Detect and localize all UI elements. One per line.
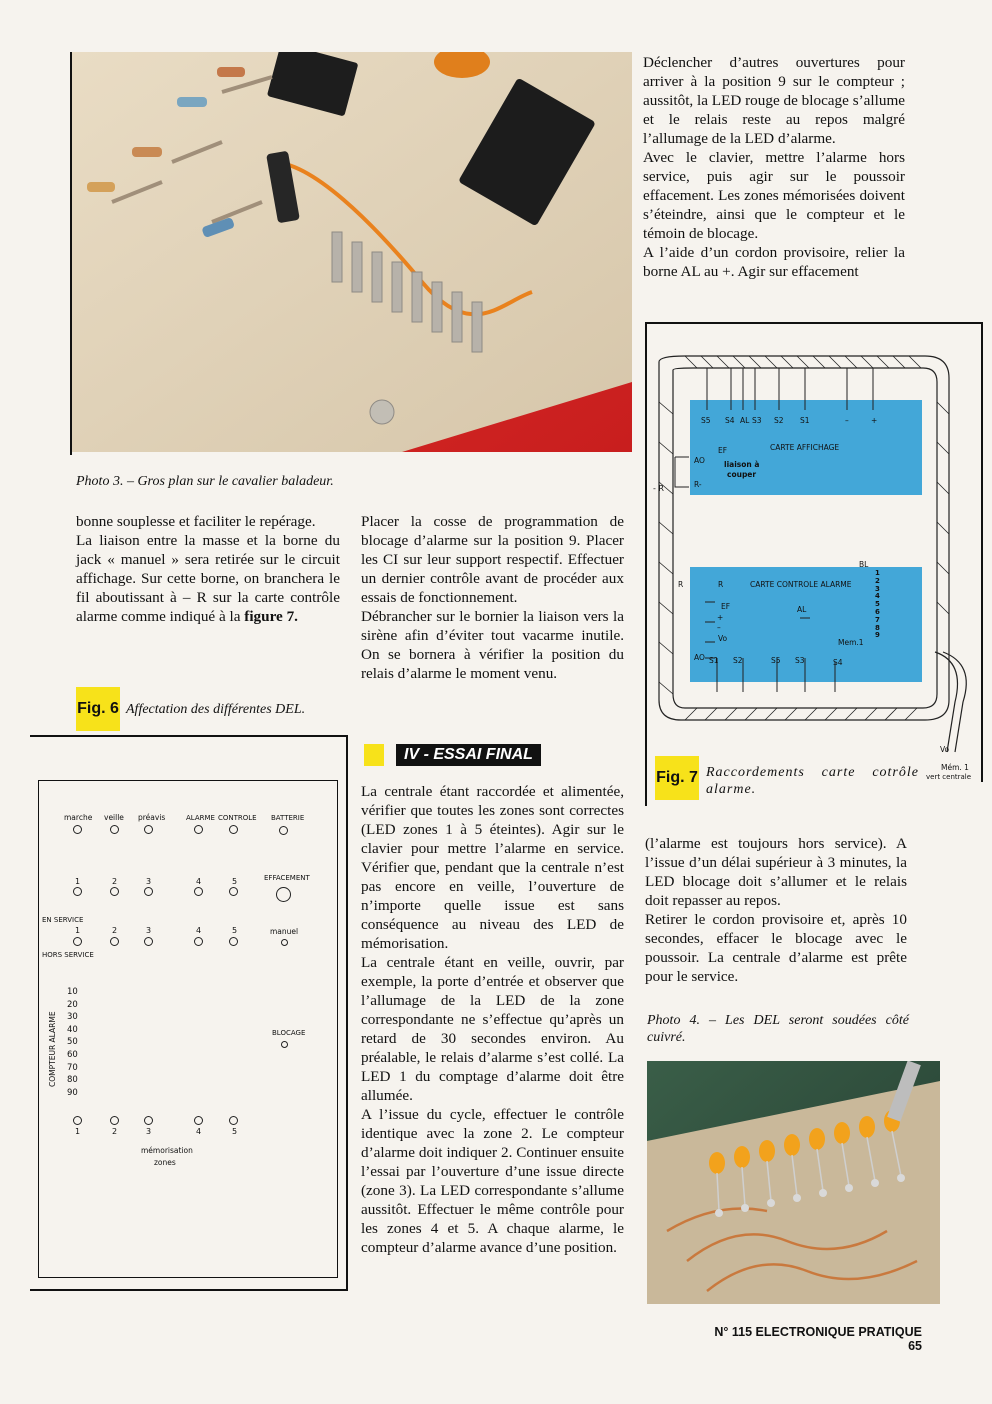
led-memorisation: [194, 1116, 203, 1125]
led-memorisation: [110, 1116, 119, 1125]
led-blocage: [281, 1041, 288, 1048]
column-2-text-bottom: [361, 782, 624, 1257]
led-zone: [110, 887, 119, 896]
led-preavis: [144, 825, 153, 834]
label-manuel: manuel: [270, 927, 299, 936]
label-marche: marche: [64, 813, 93, 822]
led-memorisation: [229, 1116, 238, 1125]
counter-value: 50: [67, 1037, 78, 1048]
al-label: AL: [797, 605, 807, 614]
photo-3-caption: Photo 3. – Gros plan sur le cavalier baladeur.: [76, 474, 334, 489]
right-top-text: [643, 53, 905, 281]
top-term: S3: [752, 416, 762, 425]
led-manuel: [281, 939, 288, 946]
carte-controle-label: CARTE CONTROLE ALARME: [750, 580, 852, 589]
led-batterie: [279, 826, 288, 835]
label-batterie: BATTERIE: [271, 814, 305, 822]
label-controle: CONTROLE: [218, 814, 257, 822]
led-veille: [110, 825, 119, 834]
photo-4-caption: Photo 4. – Les DEL seront soudées côté cuivré.: [647, 1013, 909, 1045]
figure-6: [30, 735, 348, 1293]
bl-number: 7: [875, 615, 880, 624]
led-zone: [110, 937, 119, 946]
ao-label-2: AO: [694, 653, 705, 662]
paragraph: (l’alarme est toujours hors service). A l’issue d’un délai supérieur à 3 minutes, la LED blocage doit s’allumer et le relais doit repasser au repos.: [645, 835, 907, 909]
label-compteur-alarme: COMPTEUR ALARME: [48, 1011, 57, 1087]
label-en-service: EN SERVICE: [42, 916, 84, 924]
counter-value: 60: [67, 1049, 78, 1060]
r-minus-label: R-: [694, 480, 702, 489]
heading-marker: [364, 744, 384, 766]
top-term: S5: [701, 416, 711, 425]
row2-num: 3: [146, 877, 152, 886]
ef-label: EF: [718, 446, 728, 455]
counter-value: 90: [67, 1087, 78, 1098]
paragraph: Retirer le cordon provisoire et, après 10 secondes, effacer le blocage avec le poussoir. La centrale d’alarme est prête pour le service.: [645, 911, 907, 985]
label-blocage: BLOCAGE: [272, 1029, 306, 1037]
fig6-tag: Fig. 6: [76, 687, 120, 731]
bl-number: 4: [875, 592, 880, 601]
figure-ref: figure 7.: [244, 608, 298, 625]
bl-number: 3: [875, 584, 880, 593]
label-preavis: préavis: [138, 813, 166, 822]
heading-text: IV - ESSAI FINAL: [396, 744, 541, 766]
label-hors-service: HORS SERVICE: [42, 951, 94, 959]
r-label: R: [678, 580, 684, 589]
paragraph: A l’aide d’un cordon provisoire, relier la borne AL au +. Agir sur effacement: [643, 244, 905, 280]
photo-4: [647, 1061, 940, 1304]
label-effacement: EFFACEMENT: [264, 874, 310, 882]
couper-label: couper: [727, 470, 757, 479]
figure-7: [645, 322, 983, 806]
paragraph: Avec le clavier, mettre l’alarme hors service, puis agir sur le poussoir effacement. Les zones mémorisées doivent s’éteindre, ainsi que le compteur et le témoin de blocage.: [643, 149, 905, 242]
led-memorisation: [73, 1116, 82, 1125]
mem-num: 2: [112, 1127, 118, 1136]
row3-num: 1: [75, 926, 81, 935]
bl-label: BL: [859, 560, 869, 569]
mem-num: 1: [75, 1127, 81, 1136]
led-zone: [194, 937, 203, 946]
row3-num: 4: [196, 926, 202, 935]
fig7-tag: Fig. 7: [655, 756, 699, 800]
paragraph: La centrale étant en veille, ouvrir, par exemple, la porte d’entrée et observer que l’allumage de la LED de la zone correspondante ne s’effectue qu’après un retard de 30 secondes environ. Au préalable, le relais d’alarme s’est collé. La LED 1 du comptage d’alarme doit être allumée.: [361, 954, 624, 1104]
top-term: S1: [800, 416, 810, 425]
counter-value: 80: [67, 1075, 78, 1086]
led-zone: [229, 887, 238, 896]
bl-number: 9: [875, 631, 880, 640]
counter-value: 70: [67, 1062, 78, 1073]
minus-label: –: [717, 623, 721, 632]
mem1-label: Mem.1: [838, 638, 864, 647]
row3-num: 3: [146, 926, 152, 935]
paragraph: Débrancher sur le bornier la liaison vers la sirène afin d’éviter tout vacarme inutile. On se bornera à vérifier la position du relais d’alarme le moment venu.: [361, 608, 624, 682]
label-zones: zones: [154, 1158, 176, 1167]
row2-num: 5: [232, 877, 238, 886]
r-label-inner: R: [718, 580, 724, 589]
bottom-term: S4: [833, 658, 843, 667]
counter-value: 40: [67, 1024, 78, 1035]
counter-values: [67, 986, 78, 1099]
carte-affichage-label: CARTE AFFICHAGE: [770, 443, 840, 452]
mem-num: 4: [196, 1127, 202, 1136]
top-term: S4: [725, 416, 735, 425]
bottom-term: S3: [795, 656, 805, 665]
counter-value: 30: [67, 1012, 78, 1023]
column-2-text-top: [361, 512, 624, 683]
led-zone: [194, 887, 203, 896]
minus-r-label: - R: [653, 484, 664, 493]
fig7-caption: Raccordements carte cotrôle alarme.: [706, 765, 919, 797]
label-memorisation: mémorisation: [141, 1146, 193, 1155]
ef-label-2: EF: [721, 602, 731, 611]
led-alarme: [194, 825, 203, 834]
label-veille: veille: [104, 813, 124, 822]
fig7-labels: [645, 322, 983, 806]
fig6-caption: Affectation des différentes DEL.: [126, 702, 306, 717]
bottom-term: S5: [771, 656, 781, 665]
row2-num: 1: [75, 877, 81, 886]
mem-num: 5: [232, 1127, 238, 1136]
paragraph: Placer la cosse de programmation de blocage d’alarme sur la position 9. Placer les CI sur leur support respectif. Effectuer un dernier contrôle avant de procéder aux essais de fonctionnement.: [361, 513, 624, 606]
led-zone: [144, 887, 153, 896]
paragraph-text: La liaison entre la masse et la borne du jack « manuel » sera retirée sur le circuit affichage. Sur cette borne, on branchera le fil aboutissant à – R sur la carte contrôle alarme comme indiqué à la: [76, 532, 340, 625]
top-term: AL: [740, 416, 750, 425]
led-zone: [229, 937, 238, 946]
plus-label: +: [717, 613, 724, 622]
vert-label: vert centrale: [926, 773, 972, 781]
mem-out-label: Mém. 1: [941, 763, 969, 772]
photo-left-rule: [70, 52, 72, 455]
bl-number: 8: [875, 623, 880, 632]
paragraph: A l’issue du cycle, effectuer le contrôle identique avec la zone 2. Le compteur d’alarme doit indiquer 2. Continuer ensuite l’essai par l’ouverture d’une issue directe (zone 3). La LED correspondante s’allume aussitôt. Effectuer le même contrôle pour les zones 4 et 5. A chaque alarme, le compteur d’alarme avance d’une position.: [361, 1106, 624, 1256]
counter-value: 20: [67, 999, 78, 1010]
led-zone: [73, 937, 82, 946]
column-1-text: [76, 512, 340, 626]
bl-number: 5: [875, 600, 880, 609]
bl-number: 2: [875, 576, 880, 585]
led-marche: [73, 825, 82, 834]
liaison-label: liaison à: [724, 460, 760, 469]
paragraph: bonne souplesse et faciliter le repérage.: [76, 513, 316, 530]
led-zone: [144, 937, 153, 946]
page-footer: N° 115 ELECTRONIQUE PRATIQUE 65: [714, 1325, 922, 1353]
row2-num: 2: [112, 877, 118, 886]
effacement-button-icon: [276, 887, 291, 902]
counter-value: 10: [67, 987, 78, 997]
top-term: +: [871, 416, 878, 425]
row3-num: 2: [112, 926, 118, 935]
label-alarme: ALARME: [186, 814, 215, 822]
top-term: S2: [774, 416, 784, 425]
photo-3: [72, 52, 632, 452]
bl-numbers: [875, 570, 889, 640]
vo-label: Vo: [718, 634, 728, 643]
mem-num: 3: [146, 1127, 152, 1136]
row2-num: 4: [196, 877, 202, 886]
ao-label: AO: [694, 456, 705, 465]
column-3-text: [645, 834, 907, 986]
led-memorisation: [144, 1116, 153, 1125]
led-controle: [229, 825, 238, 834]
paragraph: Déclencher d’autres ouvertures pour arriver à la position 9 sur le compteur ; aussitôt, la LED rouge de blocage s’allume et le relais reste au repos malgré l’allumage de la LED d’alarme.: [643, 54, 905, 147]
paragraph: La centrale étant raccordée et alimentée, vérifier que toutes les zones sont correctes (LED zones 1 à 5 éteintes). Agir sur le clavier pour mettre l’alarme en service. Vérifier que, pendant que la centrale n’est pas encore en veille, l’ouverture de n’importe quelle issue est sans conséquence au niveau des LED de mémorisation.: [361, 783, 624, 952]
row3-num: 5: [232, 926, 238, 935]
vo-out-label: Vo: [940, 745, 950, 754]
top-term: –: [845, 416, 849, 425]
bl-number: 1: [875, 569, 880, 577]
led-zone: [73, 887, 82, 896]
bottom-term: S2: [733, 656, 743, 665]
bl-number: 6: [875, 607, 880, 616]
paragraph: [76, 531, 340, 626]
bottom-term: S1: [709, 656, 719, 665]
